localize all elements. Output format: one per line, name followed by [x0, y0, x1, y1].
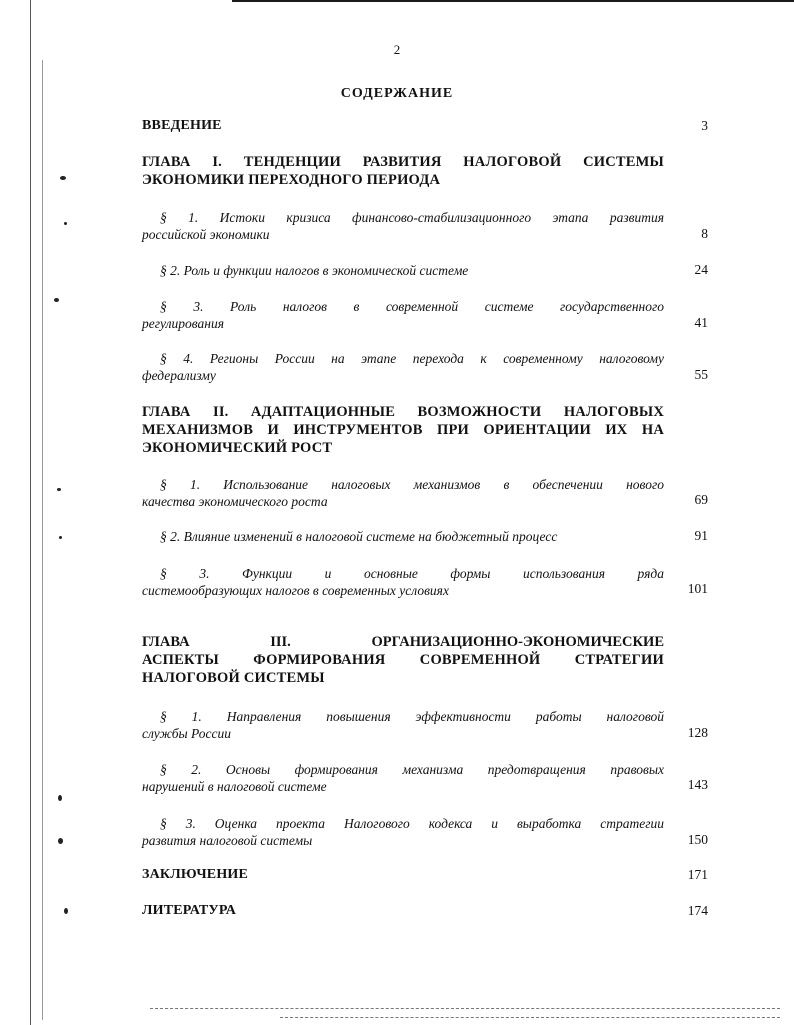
scan-edge-bottom-inner	[280, 1017, 780, 1018]
chapter-3-heading-line-1	[142, 634, 664, 651]
section-line-1: § 4. Регионы России на этапе перехода к современному налоговому	[160, 351, 664, 366]
chapter-2-section-2: § 2. Влияние изменений в налоговой системе на бюджетный процесс	[160, 529, 558, 544]
chapter-2-section-1-page: 69	[694, 492, 708, 507]
section-line-1: § 3. Функции и основные формы использования ряда	[160, 566, 664, 581]
toc-conclusion: ЗАКЛЮЧЕНИЕ	[142, 867, 249, 882]
toc-conclusion-page: 171	[687, 867, 708, 882]
chapter-1-section-4-page: 55	[694, 367, 708, 382]
chapter-2-section-1	[142, 476, 664, 510]
heading-word: ОРГАНИЗАЦИОННО-ЭКОНОМИЧЕСКИЕ	[371, 634, 664, 650]
scan-speck	[59, 536, 62, 539]
page-number: 2	[393, 42, 401, 57]
toc-literature-page: 174	[687, 903, 708, 918]
section-line-1: § 1. Направления повышения эффективности работы налоговой	[160, 709, 664, 724]
section-line-2: качества экономического роста	[142, 494, 328, 509]
section-line-1: § 3. Роль налогов в современной системе государственного	[160, 299, 664, 314]
chapter-2-section-3-page: 101	[687, 581, 708, 596]
chapter-3-section-3-page: 150	[687, 832, 708, 847]
section-line-2: системообразующих налогов в современных условиях	[142, 583, 449, 598]
chapter-1-section-2: § 2. Роль и функции налогов в экономической системе	[160, 263, 469, 278]
chapter-2-section-3	[142, 565, 664, 599]
chapter-1-section-4	[142, 350, 664, 384]
section-line-2: федерализму	[142, 368, 216, 383]
scan-speck	[54, 298, 59, 302]
toc-intro-page: 3	[701, 118, 708, 133]
scan-speck	[60, 176, 66, 180]
scan-edge-top	[232, 0, 794, 2]
heading-word: ГЛАВА	[142, 634, 190, 650]
section-line-2: регулирования	[142, 316, 225, 331]
toc-title: СОДЕРЖАНИЕ	[340, 86, 454, 101]
chapter-1-section-1-page: 8	[701, 226, 708, 241]
scan-edge-bottom	[150, 1008, 780, 1009]
scan-edge-left	[30, 0, 31, 1025]
section-line-2: нарушений в налоговой системе	[142, 779, 327, 794]
chapter-3-heading	[142, 634, 664, 687]
heading-word: III.	[270, 634, 291, 650]
scan-speck	[64, 222, 67, 225]
chapter-3-section-3	[142, 815, 664, 849]
scan-edge-left-inner	[42, 60, 43, 1020]
chapter-1-section-3-page: 41	[694, 315, 708, 330]
chapter-1-heading: ГЛАВА I. ТЕНДЕНЦИИ РАЗВИТИЯ НАЛОГОВОЙ СИСТЕМЫ ЭКОНОМИКИ ПЕРЕХОДНОГО ПЕРИОДА	[142, 154, 664, 188]
chapter-3-section-2	[142, 761, 664, 795]
chapter-2-section-2-page: 91	[694, 528, 708, 543]
chapter-3-section-2-page: 143	[687, 777, 708, 792]
section-line-1: § 2. Основы формирования механизма предотвращения правовых	[160, 762, 664, 777]
chapter-3-heading-rest: АСПЕКТЫ ФОРМИРОВАНИЯ СОВРЕМЕННОЙ СТРАТЕГИИ НАЛОГОВОЙ СИСТЕМЫ	[142, 652, 664, 686]
chapter-1-section-1	[142, 209, 664, 243]
chapter-1-section-2-page: 24	[694, 262, 708, 277]
section-line-2: российской экономики	[142, 227, 270, 242]
section-line-1: § 1. Использование налоговых механизмов в обеспечении нового	[160, 477, 664, 492]
chapter-3-section-1-page: 128	[687, 725, 708, 740]
section-line-2: службы России	[142, 726, 232, 741]
chapter-2-heading: ГЛАВА II. АДАПТАЦИОННЫЕ ВОЗМОЖНОСТИ НАЛОГОВЫХ МЕХАНИЗМОВ И ИНСТРУМЕНТОВ ПРИ ОРИЕНТАЦИИ ИХ НА ЭКОНОМИЧЕСКИЙ РОСТ	[142, 404, 664, 456]
chapter-1-section-3	[142, 298, 664, 332]
toc-intro: ВВЕДЕНИЕ	[142, 118, 222, 133]
chapter-3-section-1	[142, 708, 664, 742]
section-line-1: § 3. Оценка проекта Налогового кодекса и выработка стратегии	[160, 816, 664, 831]
toc-literature: ЛИТЕРАТУРА	[142, 903, 237, 918]
scan-speck	[58, 838, 63, 844]
section-line-2: развития налоговой системы	[142, 833, 313, 848]
scan-speck	[57, 488, 61, 491]
section-line-1: § 1. Истоки кризиса финансово-стабилизационного этапа развития	[160, 210, 664, 225]
scan-speck	[58, 795, 62, 801]
scan-speck	[64, 908, 68, 914]
